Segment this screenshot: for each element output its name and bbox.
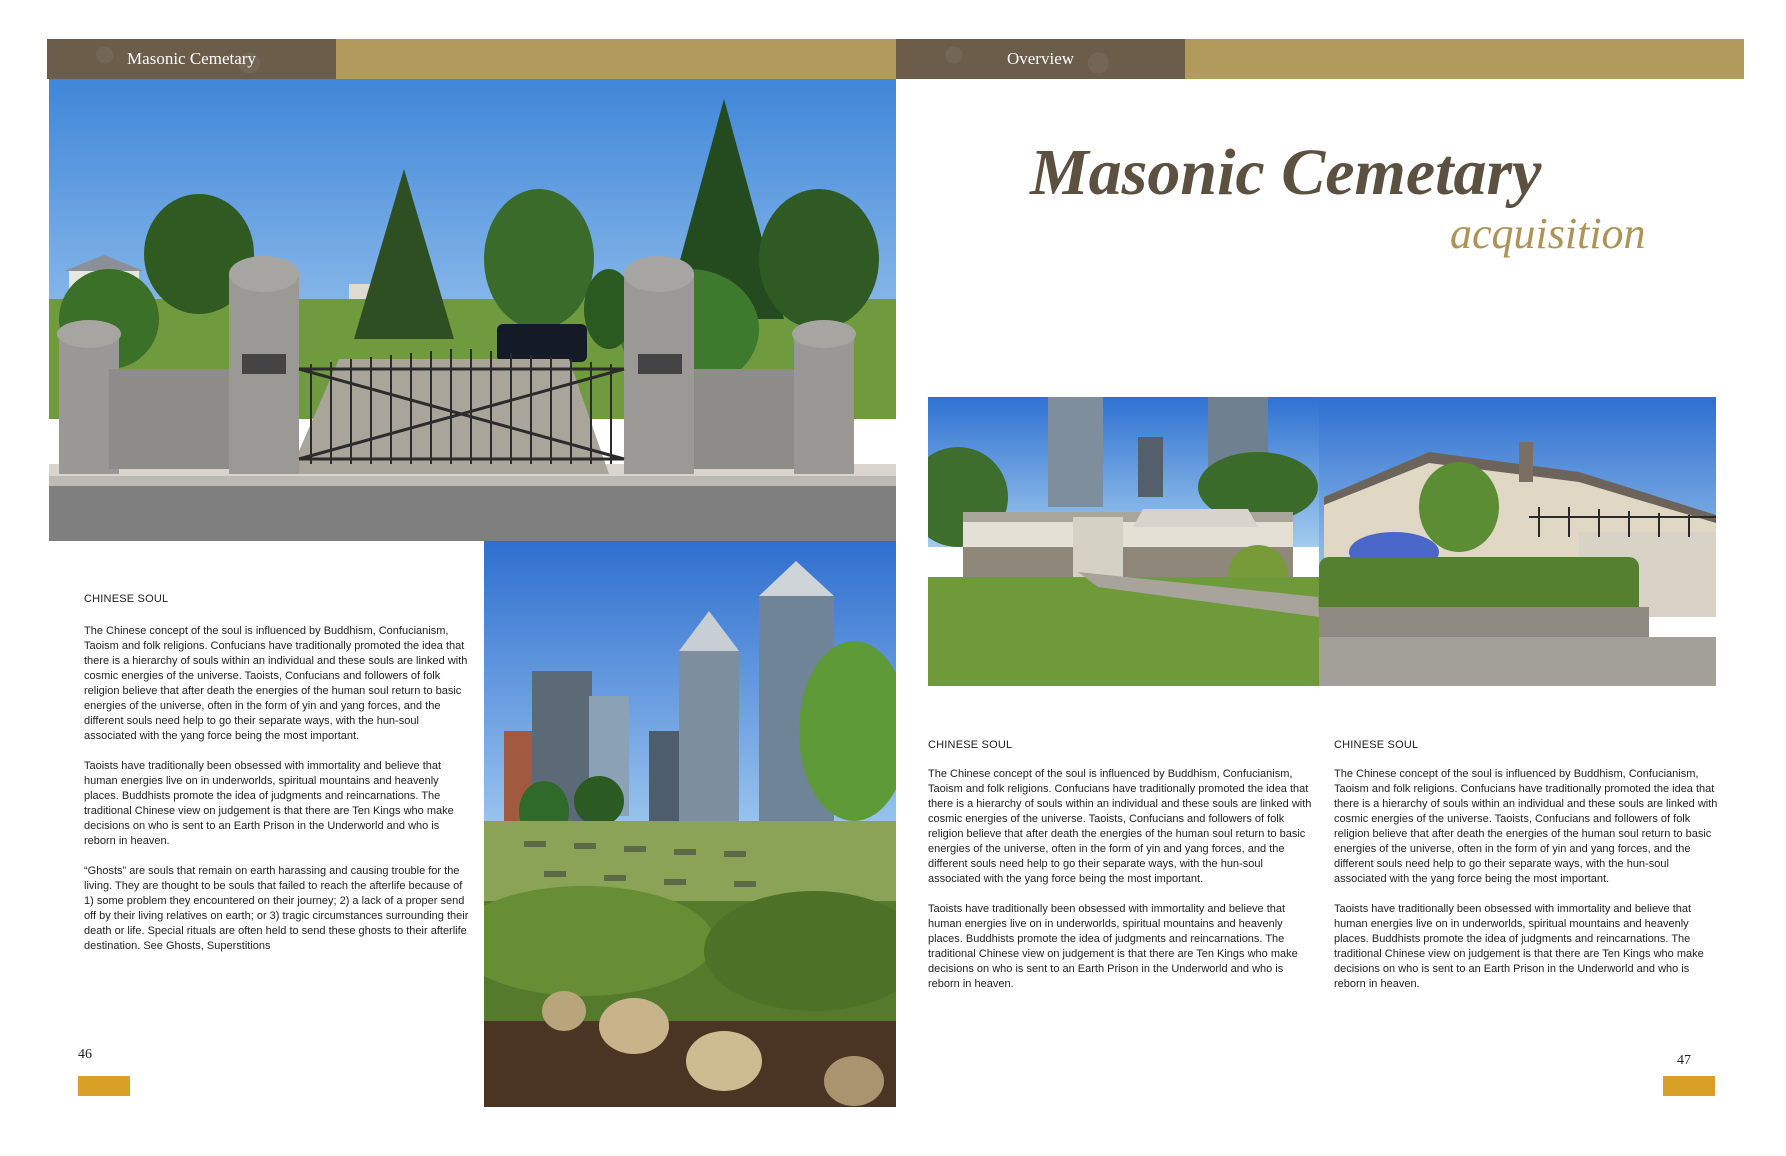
page-subtitle: acquisition — [1450, 209, 1646, 258]
page-title: Masonic Cemetary — [1030, 136, 1542, 209]
right-header-label: Overview — [1006, 49, 1075, 68]
right-header-gold-bar — [1185, 39, 1744, 79]
left-paragraph-2: Taoists have traditionally been obsessed with immortality and believe that human energies live on in underworlds, spiritual mountains and heavenly places. Buddhists promote the idea of judgments and reincarnations. The traditional Chinese view on judgement is that there are Ten Kings who make decisions on who is sent to an Earth Prison in the Underworld and who is reborn in heaven. — [84, 760, 454, 847]
cemetery-building-photo — [928, 397, 1319, 686]
cemetery-grounds-towers-photo — [484, 541, 896, 1107]
cemetery-gate-photo — [49, 79, 896, 541]
column-1-paragraph-2: Taoists have traditionally been obsessed with immortality and believe that human energies live on in underworlds, spiritual mountains and heavenly places. Buddhists promote the idea of judgments and reincarnations. The traditional Chinese view on judgement is that there are Ten Kings who make decisions on who is sent to an Earth Prison in the Underworld and who is reborn in heaven. — [928, 903, 1298, 990]
left-paragraph-3: “Ghosts” are souls that remain on earth harassing and causing trouble for the living. They are thought to be souls that failed to reach the afterlife because of 1) some problem they encountered on their journey; 2) a lack of a proper send off by their living relatives on earth; or 3) tragic circumstances surrounding their death or life. Special rituals are often held to send these ghosts to their afterlife destination. See Ghosts, Superstitions — [84, 865, 469, 952]
left-page-tab — [78, 1076, 130, 1096]
right-column-2 — [1334, 739, 1719, 992]
left-paragraph-1: The Chinese concept of the soul is influenced by Buddhism, Confucianism, Taoism and folk religions. Confucians have traditionally promoted the idea that there is a hierarchy of souls within an individual and these souls are linked with cosmic energies of the universe. Taoists, Confucians and followers of folk religion believe that after death the energies of the human soul return to basic energies of the universe, often in the form of yin and yang forces, and the different souls need help to go their separate ways, with the hun-soul associated with the yang force being the most important. — [84, 625, 468, 742]
column-2-paragraph-1: The Chinese concept of the soul is influenced by Buddhism, Confucianism, Taoism and folk religions. Confucians have traditionally promoted the idea that there is a hierarchy of souls within an individual and these souls are linked with cosmic energies of the universe. Taoists, Confucians and followers of folk religion believe that after death the energies of the human soul return to basic energies of the universe, often in the form of yin and yang forces, and the different souls need help to go their separate ways, with the hun-soul associated with the yang force being the most important. — [1334, 768, 1718, 885]
right-page-number: 47 — [1677, 1053, 1691, 1068]
left-header-gold-bar — [336, 39, 896, 79]
column-1-paragraph-1: The Chinese concept of the soul is influenced by Buddhism, Confucianism, Taoism and folk religions. Confucians have traditionally promoted the idea that there is a hierarchy of souls within an individual and these souls are linked with cosmic energies of the universe. Taoists, Confucians and followers of folk religion believe that after death the energies of the human soul return to basic energies of the universe, often in the form of yin and yang forces, and the different souls need help to go their separate ways, with the hun-soul associated with the yang force being the most important. — [928, 768, 1312, 885]
column-2-heading: CHINESE SOUL — [1334, 739, 1419, 751]
left-body-text — [84, 624, 469, 954]
column-2-paragraph-2: Taoists have traditionally been obsessed with immortality and believe that human energies live on in underworlds, spiritual mountains and heavenly places. Buddhists promote the idea of judgments and reincarnations. The traditional Chinese view on judgement is that there are Ten Kings who make decisions on who is sent to an Earth Prison in the Underworld and who is reborn in heaven. — [1334, 903, 1704, 990]
neighbouring-house-photo — [1319, 397, 1716, 686]
left-header-label: Masonic Cemetary — [127, 49, 256, 68]
right-page-tab — [1663, 1076, 1715, 1096]
left-section-heading: CHINESE SOUL — [84, 593, 169, 605]
right-column-1 — [928, 739, 1313, 992]
column-1-heading: CHINESE SOUL — [928, 739, 1013, 751]
left-page-number: 46 — [78, 1047, 92, 1062]
